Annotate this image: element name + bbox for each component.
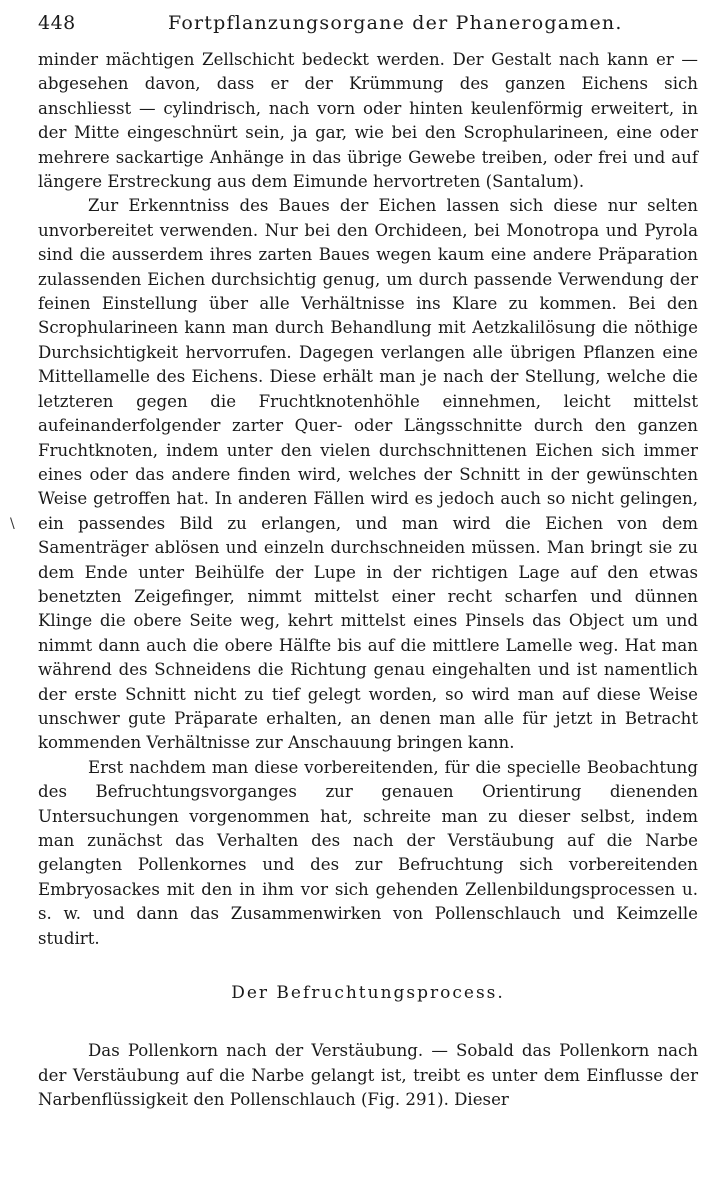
running-title: Fortpflanzungsorgane der Phanerogamen.	[168, 12, 623, 34]
section-heading: Der Befruchtungsprocess.	[231, 983, 505, 1004]
page-header	[38, 8, 698, 48]
paragraph-continuation: minder mächtigen Zellschicht bedeckt werden. Der Gestalt nach kann er — abgesehen davon, dass er der Krümmung des ganzen Eichens sich anschliesst — cylindrisch, nach vorn oder hinten keulenförmig erweitert, in der Mitte eingeschnürt sein, ja gar, wie bei den Scrophularineen, eine oder mehrere sackartige Anhänge in das übrige Gewebe treiben, oder frei und auf längere Erstreckung aus dem Eimunde hervortreten (Santalum).	[38, 50, 698, 192]
subsection-text: — Sobald das Pollenkorn nach der Verstäubung auf die Narbe gelangt ist, treibt es unter dem Einflusse der Narbenflüssigkeit den Pollenschlauch (Fig. 291). Dieser	[38, 1041, 698, 1110]
paragraph-pollenkorn	[38, 1039, 698, 1112]
page-number: 448	[38, 12, 76, 34]
body-text	[38, 48, 698, 1113]
margin-mark: \	[10, 516, 15, 532]
paragraph-observation: Erst nachdem man diese vorbereitenden, für die specielle Beobachtung des Befruchtungsvorganges zur genauen Orientirung dienenden Untersuchungen vorgenommen hat, schreite man zu dieser selbst, indem man zunächst das Verhalten des nach der Verstäubung auf die Narbe gelangten Pollenkornes und des zur Befruchtung sich vorbereitenden Embryosackes mit den in ihm vor sich gehenden Zellenbildungsprocessen u. s. w. und dann das Zusammenwirken von Pollenschlauch und Keimzelle studirt.	[38, 757, 698, 948]
book-page	[38, 8, 698, 1113]
paragraph-preparation: Zur Erkenntniss des Baues der Eichen lassen sich diese nur selten unvorbereitet verwenden. Nur bei den Orchideen, bei Monotropa und Pyrola sind die ausserdem ihres zarten Baues wegen kaum eine andere Präparation zulassenden Eichen durchsichtig genug, um durch passende Verwendung der feinen Einstellung über alle Verhältnisse ins Klare zu kommen. Bei den Scrophularineen kann man durch Behandlung mit Aetzkalilösung die nöthige Durchsichtigkeit hervorrufen. Dagegen verlangen alle übrigen Pflanzen eine Mittellamelle des Eichens. Diese erhält man je nach der Stellung, welche die letzteren gegen die Fruchtknotenhöhle einnehmen, leicht mittelst aufeinanderfolgender zarter Quer- oder Längsschnitte durch den ganzen Fruchtknoten, indem unter den vielen durchschnittenen Eichen sich immer eines oder das andere finden wird, welches der Schnitt in der gewünschten Weise getroffen hat. In anderen Fällen wird es jedoch auch so nicht gelingen, ein passendes Bild zu erlangen, und man wird die Eichen von dem Samenträger ablösen und einzeln durchschneiden müssen. Man bringt sie zu dem Ende unter Beihülfe der Lupe in der richtigen Lage auf den etwas benetzten Zeigefinger, nimmt mittelst einer recht scharfen und dünnen Klinge die obere Seite weg, kehrt mittelst eines Pinsels das Object um und nimmt dann auch die obere Hälfte bis auf die mittlere Lamelle weg. Hat man während des Schneidens die Richtung genau eingehalten und ist namentlich der erste Schnitt nicht zu tief gelegt worden, so wird man auf diese Weise unschwer gute Präparate erhalten, an denen man alle für jetzt in Betracht kommenden Verhältnisse zur Anschauung bringen kann.	[38, 196, 698, 753]
subsection-title: Das Pollenkorn nach der Verstäubung.	[88, 1041, 424, 1061]
